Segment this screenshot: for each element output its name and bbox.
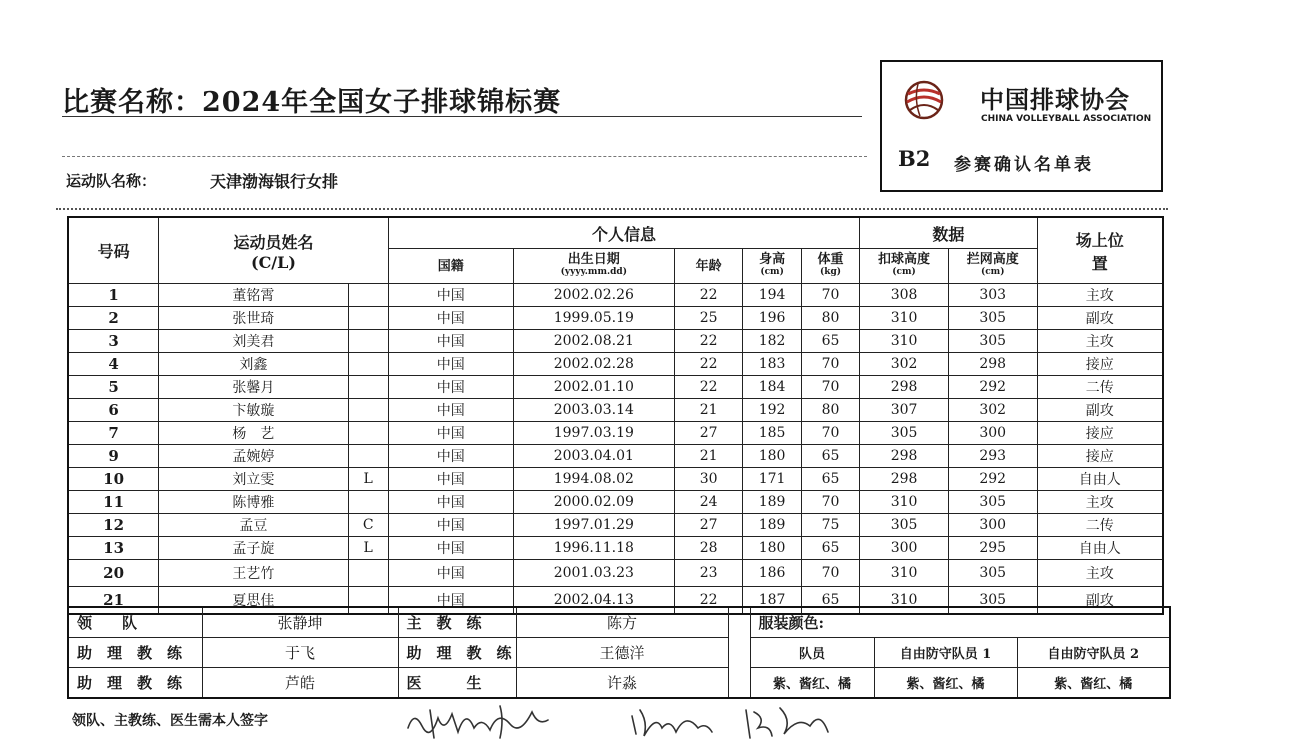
player-number: 13 (68, 537, 159, 560)
player-number: 9 (68, 445, 159, 468)
player-role (348, 330, 388, 353)
header-dob-text: 出生日期 (567, 252, 620, 267)
player-nationality: 中国 (388, 514, 513, 537)
player-dob: 2003.03.14 (513, 399, 674, 422)
player-dob: 2003.04.01 (513, 445, 674, 468)
player-weight: 65 (801, 537, 859, 560)
player-weight: 70 (801, 422, 859, 445)
header-spike-unit: (cm) (892, 267, 916, 277)
player-name: 张世琦 (159, 307, 348, 330)
spacer (728, 668, 750, 699)
player-block: 305 (948, 330, 1037, 353)
player-spike: 305 (860, 422, 949, 445)
player-weight: 80 (801, 399, 859, 422)
title-underline (62, 116, 862, 117)
header-dob-format: (yyyy.mm.dd) (560, 267, 627, 277)
player-spike: 310 (860, 491, 949, 514)
header-number: 号码 (68, 217, 159, 284)
player-block: 292 (948, 468, 1037, 491)
association-box (880, 60, 1163, 192)
leader-name: 张静坤 (202, 607, 398, 638)
table-row (68, 468, 1163, 491)
player-age: 30 (674, 468, 742, 491)
player-nationality: 中国 (388, 560, 513, 587)
player-nationality: 中国 (388, 376, 513, 399)
assistant-label-3: 助 理 教 练 (68, 668, 202, 699)
header-weight-unit: (kg) (819, 267, 842, 277)
player-position: 二传 (1037, 376, 1163, 399)
player-spike: 307 (860, 399, 949, 422)
player-spike: 310 (860, 560, 949, 587)
assistant-3-name: 王德洋 (516, 638, 728, 668)
uniform-libero1-header: 自由防守队员 1 (874, 638, 1017, 668)
player-spike: 302 (860, 353, 949, 376)
head-coach-label: 主 教 练 (398, 607, 516, 638)
player-position: 主攻 (1037, 560, 1163, 587)
player-dob: 2001.03.23 (513, 560, 674, 587)
header-block (948, 249, 1037, 284)
player-dob: 2002.08.21 (513, 330, 674, 353)
player-age: 27 (674, 422, 742, 445)
player-nationality: 中国 (388, 284, 513, 307)
player-height: 186 (743, 560, 801, 587)
player-name: 张馨月 (159, 376, 348, 399)
player-age: 21 (674, 445, 742, 468)
player-age: 23 (674, 560, 742, 587)
player-number: 20 (68, 560, 159, 587)
player-spike: 308 (860, 284, 949, 307)
staff-row-2 (68, 638, 1170, 668)
player-number: 5 (68, 376, 159, 399)
player-number: 2 (68, 307, 159, 330)
player-dob: 2002.02.26 (513, 284, 674, 307)
player-weight: 70 (801, 284, 859, 307)
table-row (68, 445, 1163, 468)
table-row (68, 514, 1163, 537)
player-height: 192 (743, 399, 801, 422)
player-age: 21 (674, 399, 742, 422)
table-row (68, 422, 1163, 445)
header-height-unit: (cm) (760, 267, 784, 277)
player-age: 25 (674, 307, 742, 330)
table-row (68, 560, 1163, 587)
player-name: 刘立雯 (159, 468, 348, 491)
player-nationality: 中国 (388, 587, 513, 615)
player-position: 接应 (1037, 353, 1163, 376)
association-name-en: CHINA VOLLEYBALL ASSOCIATION (981, 114, 1152, 124)
team-name: 天津渤海银行女排 (210, 172, 339, 191)
player-age: 22 (674, 330, 742, 353)
assistant-1-name: 于飞 (202, 638, 398, 668)
player-number: 6 (68, 399, 159, 422)
player-position: 接应 (1037, 445, 1163, 468)
player-age: 27 (674, 514, 742, 537)
header-player-name-sub: (C/L) (251, 252, 296, 272)
player-role: L (348, 537, 388, 560)
player-name: 卞敏璇 (159, 399, 348, 422)
player-weight: 65 (801, 445, 859, 468)
header-data: 数据 (860, 217, 1037, 249)
player-role (348, 307, 388, 330)
assistant-label-2: 助 理 教 练 (398, 638, 516, 668)
competition-title: 比赛名称：2024年全国女子排球锦标赛 (62, 87, 562, 118)
player-nationality: 中国 (388, 307, 513, 330)
form-code: B2 (898, 146, 931, 171)
player-weight: 80 (801, 307, 859, 330)
header-age: 年龄 (674, 249, 742, 284)
player-role (348, 376, 388, 399)
header-row-1 (68, 217, 1163, 249)
player-weight: 65 (801, 330, 859, 353)
player-height: 185 (743, 422, 801, 445)
player-nationality: 中国 (388, 422, 513, 445)
player-height: 180 (743, 445, 801, 468)
table-row (68, 376, 1163, 399)
player-dob: 1997.03.19 (513, 422, 674, 445)
player-height: 189 (743, 491, 801, 514)
staff-table (67, 606, 1171, 699)
player-spike: 310 (860, 330, 949, 353)
player-nationality: 中国 (388, 399, 513, 422)
player-block: 305 (948, 491, 1037, 514)
player-name: 刘美君 (159, 330, 348, 353)
header-weight-text: 体重 (817, 252, 844, 267)
leader-label: 领 队 (68, 607, 202, 638)
assistant-2-name: 芦皓 (202, 668, 398, 699)
player-name: 王艺竹 (159, 560, 348, 587)
player-block: 302 (948, 399, 1037, 422)
staff-row-3 (68, 668, 1170, 699)
player-position: 主攻 (1037, 330, 1163, 353)
player-number: 21 (68, 587, 159, 615)
player-age: 28 (674, 537, 742, 560)
player-block: 305 (948, 587, 1037, 615)
player-dob: 1997.01.29 (513, 514, 674, 537)
player-dob: 1994.08.02 (513, 468, 674, 491)
player-role (348, 284, 388, 307)
player-block: 303 (948, 284, 1037, 307)
player-spike: 298 (860, 445, 949, 468)
player-dob: 1999.05.19 (513, 307, 674, 330)
header-block-text: 拦网高度 (966, 252, 1019, 267)
header-player-name-text: 运动员姓名 (233, 232, 314, 252)
header-spike (860, 249, 949, 284)
player-spike: 305 (860, 514, 949, 537)
dotted-divider (56, 208, 1168, 210)
player-name: 杨 艺 (159, 422, 348, 445)
player-weight: 70 (801, 353, 859, 376)
table-row (68, 491, 1163, 514)
player-height: 196 (743, 307, 801, 330)
table-row (68, 353, 1163, 376)
player-position: 副攻 (1037, 399, 1163, 422)
player-height: 194 (743, 284, 801, 307)
player-block: 305 (948, 560, 1037, 587)
signature-doctor (632, 710, 712, 736)
player-name: 孟子旋 (159, 537, 348, 560)
uniform-libero2-header: 自由防守队员 2 (1017, 638, 1170, 668)
uniform-libero1-colors: 紫、酱红、橘 (874, 668, 1017, 699)
player-role (348, 353, 388, 376)
player-spike: 298 (860, 468, 949, 491)
player-height: 183 (743, 353, 801, 376)
player-role: C (348, 514, 388, 537)
player-position: 二传 (1037, 514, 1163, 537)
player-dob: 1996.11.18 (513, 537, 674, 560)
player-spike: 298 (860, 376, 949, 399)
head-coach-name: 陈方 (516, 607, 728, 638)
roster-body (68, 284, 1163, 615)
uniform-libero2-colors: 紫、酱红、橘 (1017, 668, 1170, 699)
assistant-label-1: 助 理 教 练 (68, 638, 202, 668)
player-position: 副攻 (1037, 307, 1163, 330)
player-position: 副攻 (1037, 587, 1163, 615)
player-role (348, 491, 388, 514)
player-block: 293 (948, 445, 1037, 468)
player-weight: 75 (801, 514, 859, 537)
dashed-divider (62, 156, 867, 157)
player-name: 董铭霄 (159, 284, 348, 307)
player-number: 3 (68, 330, 159, 353)
player-number: 1 (68, 284, 159, 307)
player-block: 300 (948, 514, 1037, 537)
player-block: 305 (948, 307, 1037, 330)
player-role (348, 560, 388, 587)
association-name-cn: 中国排球协会 (980, 85, 1130, 114)
player-number: 4 (68, 353, 159, 376)
header-spike-text: 扣球高度 (878, 252, 931, 267)
table-row (68, 537, 1163, 560)
player-position: 主攻 (1037, 284, 1163, 307)
player-age: 24 (674, 491, 742, 514)
player-role (348, 399, 388, 422)
signature-head-coach (746, 708, 828, 738)
table-row (68, 330, 1163, 353)
player-weight: 70 (801, 376, 859, 399)
form-name: 参赛确认名单表 (954, 155, 1094, 175)
player-height: 171 (743, 468, 801, 491)
player-block: 298 (948, 353, 1037, 376)
table-row (68, 307, 1163, 330)
header-nationality: 国籍 (388, 249, 513, 284)
player-weight: 65 (801, 468, 859, 491)
player-position: 自由人 (1037, 537, 1163, 560)
player-nationality: 中国 (388, 353, 513, 376)
header-weight (801, 249, 859, 284)
header-dob (513, 249, 674, 284)
player-position: 主攻 (1037, 491, 1163, 514)
team-label: 运动队名称： (66, 172, 157, 190)
player-weight: 65 (801, 587, 859, 615)
player-number: 7 (68, 422, 159, 445)
player-age: 22 (674, 353, 742, 376)
player-role (348, 422, 388, 445)
player-nationality: 中国 (388, 491, 513, 514)
signature-label: 领队、主教练、医生需本人签字 (72, 713, 268, 729)
player-height: 189 (743, 514, 801, 537)
player-weight: 70 (801, 560, 859, 587)
player-role (348, 445, 388, 468)
header-block-unit: (cm) (980, 267, 1005, 277)
player-dob: 2002.01.10 (513, 376, 674, 399)
player-block: 295 (948, 537, 1037, 560)
volleyball-logo-icon (904, 80, 944, 120)
player-weight: 70 (801, 491, 859, 514)
player-spike: 310 (860, 307, 949, 330)
player-nationality: 中国 (388, 537, 513, 560)
player-name: 孟豆 (159, 514, 348, 537)
player-age: 22 (674, 376, 742, 399)
player-name: 陈博雅 (159, 491, 348, 514)
player-number: 11 (68, 491, 159, 514)
player-name: 孟婉婷 (159, 445, 348, 468)
roster-table (67, 216, 1164, 615)
player-name: 刘鑫 (159, 353, 348, 376)
spacer (728, 638, 750, 668)
player-dob: 2002.02.28 (513, 353, 674, 376)
header-personal-info: 个人信息 (388, 217, 859, 249)
player-name: 夏思佳 (159, 587, 348, 615)
doctor-name: 许淼 (516, 668, 728, 699)
staff-row-1 (68, 607, 1170, 638)
header-position: 场上位置 (1037, 217, 1163, 284)
player-number: 12 (68, 514, 159, 537)
player-number: 10 (68, 468, 159, 491)
player-nationality: 中国 (388, 330, 513, 353)
handwritten-signatures (400, 698, 860, 748)
player-dob: 2000.02.09 (513, 491, 674, 514)
player-block: 300 (948, 422, 1037, 445)
spacer (728, 607, 750, 638)
player-height: 184 (743, 376, 801, 399)
player-nationality: 中国 (388, 468, 513, 491)
player-age: 22 (674, 587, 742, 615)
player-role: L (348, 468, 388, 491)
table-row (68, 399, 1163, 422)
player-height: 182 (743, 330, 801, 353)
player-position: 自由人 (1037, 468, 1163, 491)
uniform-player-header: 队员 (750, 638, 874, 668)
uniform-player-colors: 紫、酱红、橘 (750, 668, 874, 699)
player-age: 22 (674, 284, 742, 307)
table-row (68, 284, 1163, 307)
player-spike: 300 (860, 537, 949, 560)
player-height: 187 (743, 587, 801, 615)
player-block: 292 (948, 376, 1037, 399)
uniform-title: 服装颜色: (750, 607, 1170, 638)
header-height-text: 身高 (759, 252, 786, 267)
player-spike: 310 (860, 587, 949, 615)
player-nationality: 中国 (388, 445, 513, 468)
player-position: 接应 (1037, 422, 1163, 445)
header-height (743, 249, 801, 284)
header-player-name (159, 217, 389, 284)
player-height: 180 (743, 537, 801, 560)
doctor-label: 医 生 (398, 668, 516, 699)
signature-leader (408, 706, 548, 738)
player-dob: 2002.04.13 (513, 587, 674, 615)
